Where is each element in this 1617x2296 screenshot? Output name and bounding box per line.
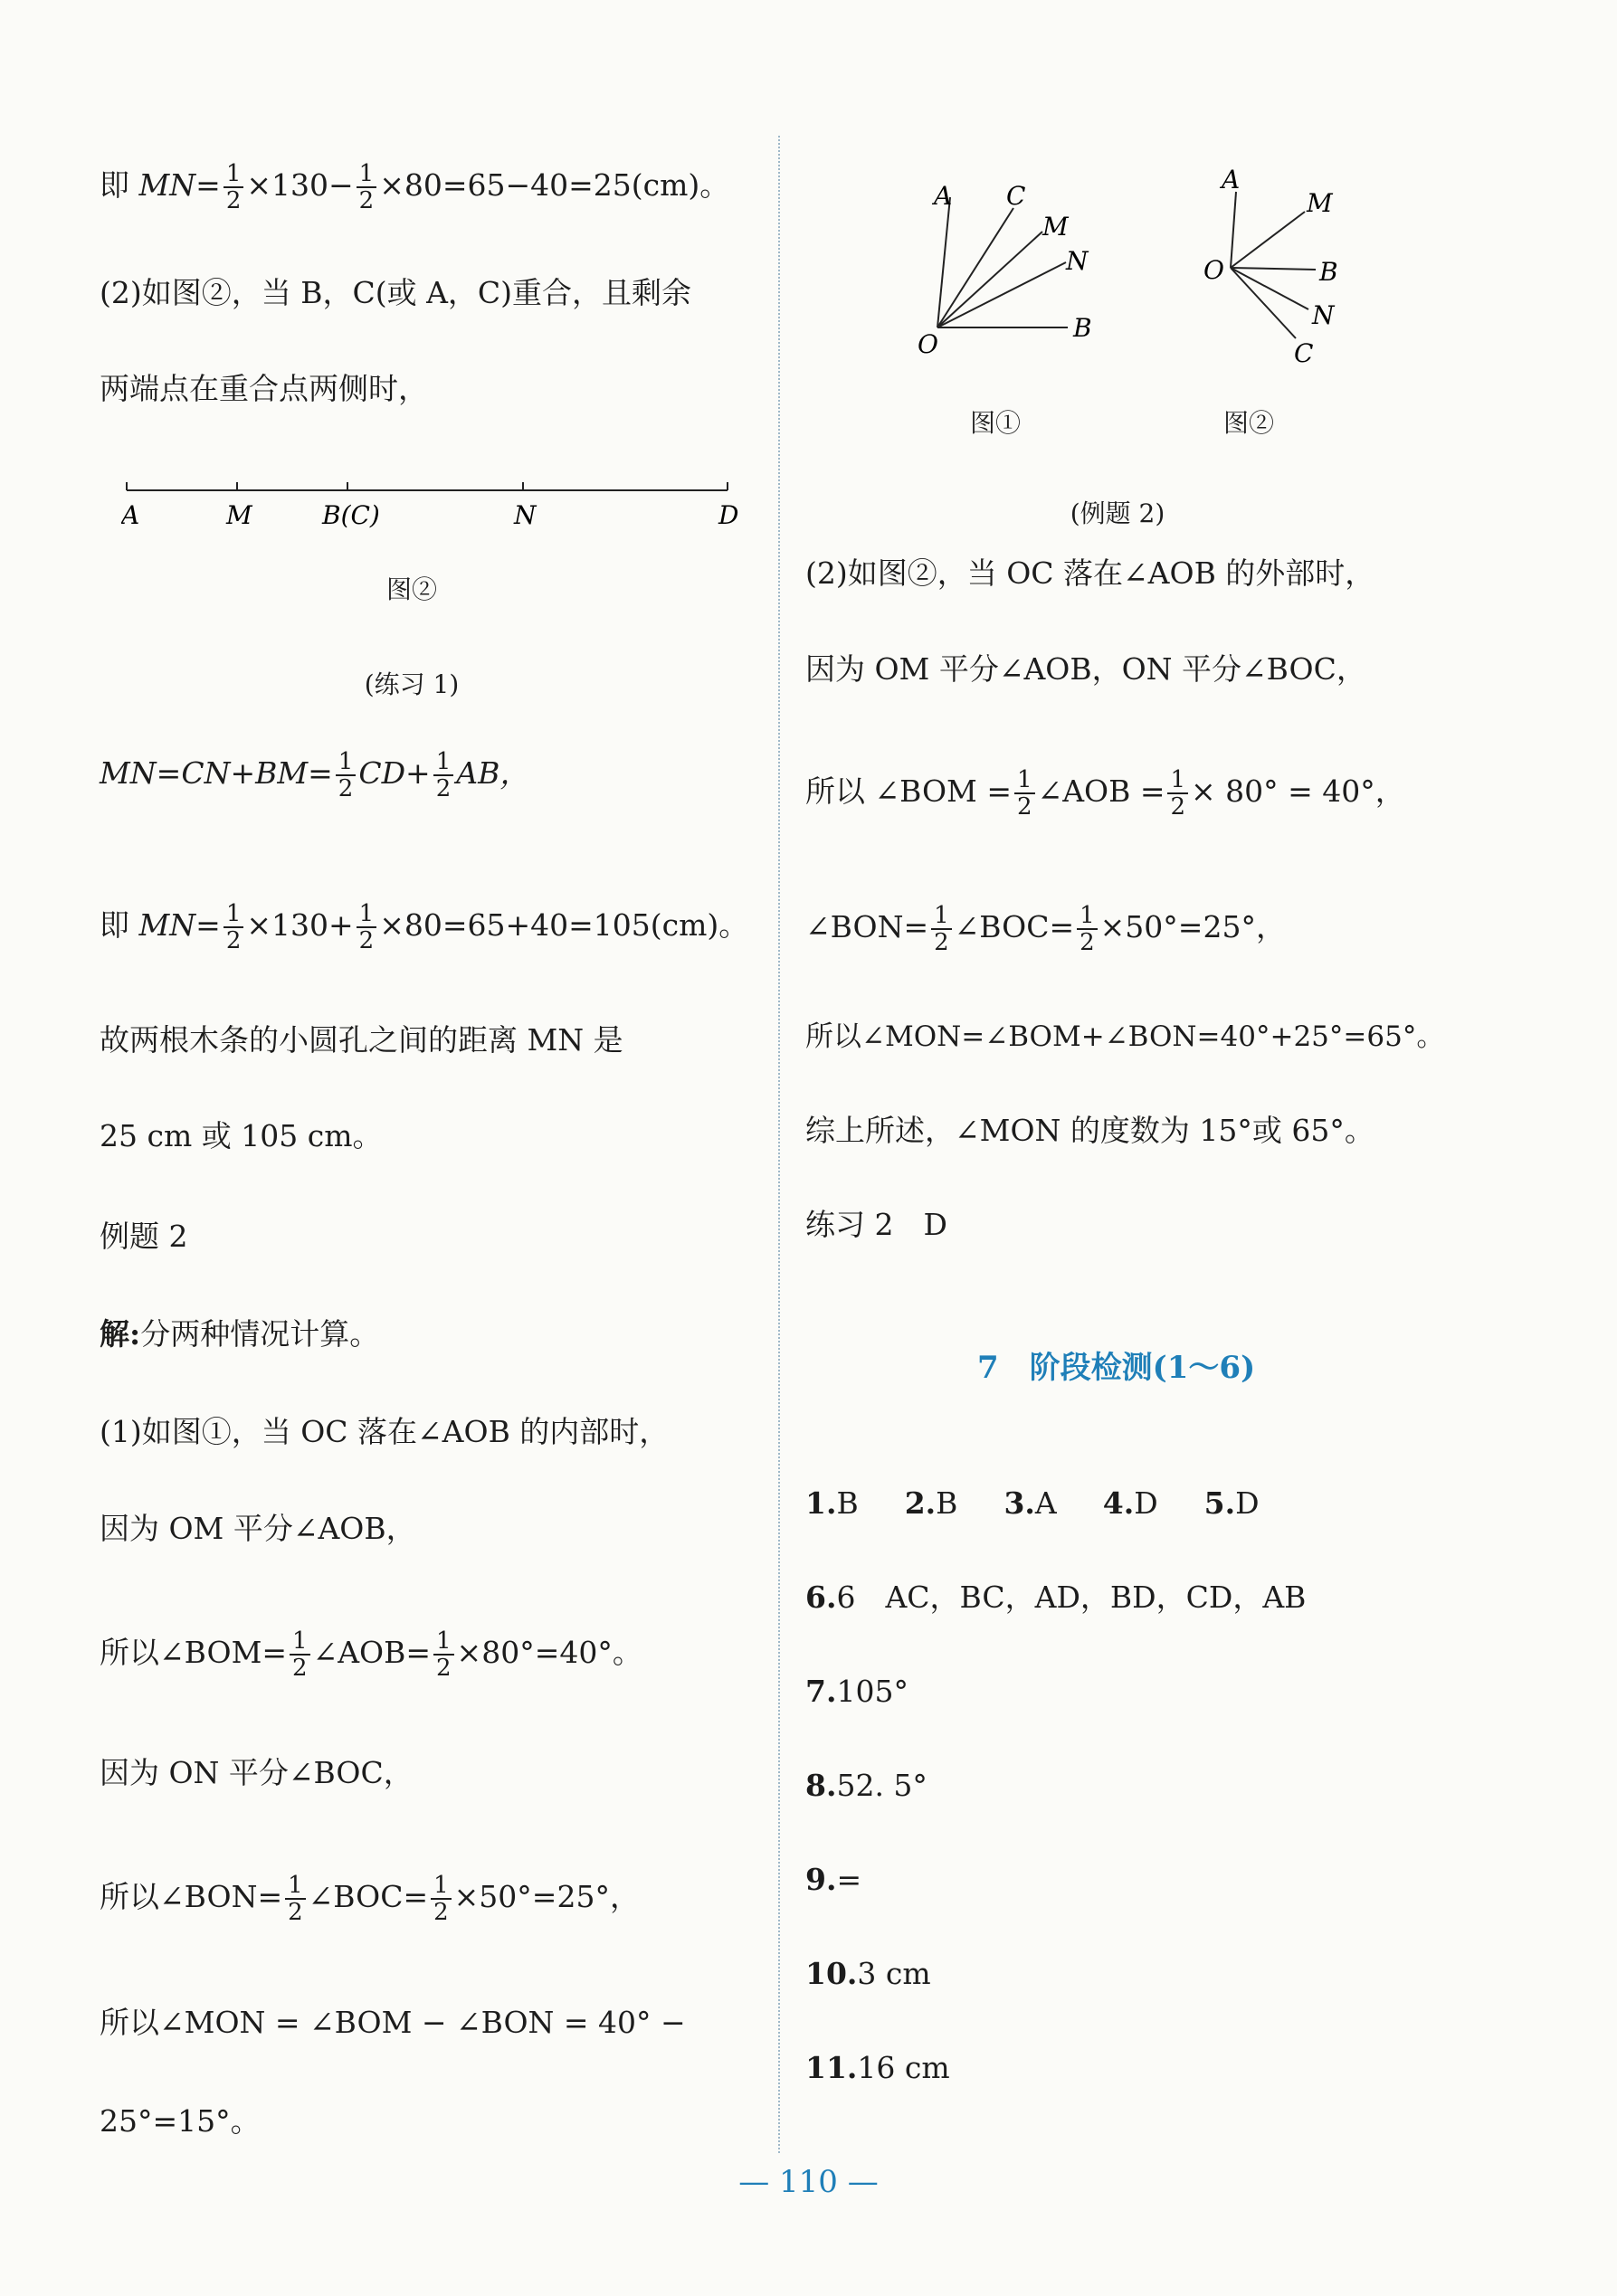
equation-bon: ∠BON= $\frac{1}{2}$ ∠BOC= $\frac{1}{2}$ ×50°=25°， <box>805 902 1286 956</box>
fig1-label-m: M <box>1042 212 1069 242</box>
label-a: A <box>121 500 140 530</box>
segment-diagram <box>121 479 746 543</box>
answer-8: 8.52. 5° <box>805 1768 927 1803</box>
fraction-half: $\frac{1}{2}$ <box>431 1873 452 1925</box>
ray-oa <box>1231 192 1236 268</box>
solution-intro: 解:分两种情况计算。 <box>100 1316 380 1352</box>
equation-mon-difference: 所以∠MON = ∠BOM − ∠BON = 40° − <box>100 2005 686 2040</box>
ray-oa <box>937 197 950 327</box>
fig1-label-c: C <box>1006 181 1026 211</box>
figure-1-caption: 图① <box>969 408 1021 438</box>
case-2-text: (2)如图②，当 B，C(或 A，C)重合，且剩余 <box>100 275 692 310</box>
example-2-caption: (例题 2) <box>1070 498 1165 528</box>
fraction-half: $\frac{1}{2}$ <box>931 903 952 955</box>
fig1-label-b: B <box>1073 313 1092 343</box>
practice-1-caption: (练习 1) <box>364 669 460 699</box>
equation-mon-result: 25°=15°。 <box>100 2103 261 2139</box>
answer-7: 7.105° <box>805 1674 908 1709</box>
fraction-half: $\frac{1}{2}$ <box>285 1873 306 1925</box>
case-1-text: (1)如图①，当 OC 落在∠AOB 的内部时， <box>100 1414 670 1449</box>
ray-oc <box>1231 268 1296 338</box>
section-heading: 7 阶段检测(1～6) <box>977 1350 1256 1386</box>
label-bc: B(C) <box>322 500 380 530</box>
fraction-half: $\frac{1}{2}$ <box>357 161 377 213</box>
fraction-half: $\frac{1}{2}$ <box>1167 767 1188 820</box>
label-d: D <box>718 500 739 530</box>
label-n: N <box>514 500 537 530</box>
page-number: — 110 — <box>738 2164 879 2200</box>
fraction-half: $\frac{1}{2}$ <box>290 1628 310 1681</box>
fraction-half: $\frac{1}{2}$ <box>433 1628 454 1681</box>
case-2-text: (2)如图②，当 OC 落在∠AOB 的外部时， <box>805 555 1375 591</box>
ray-om <box>1231 212 1305 268</box>
on-bisect-text: 因为 ON 平分∠BOC， <box>100 1755 414 1790</box>
equation-mn-add: 即 MN= $\frac{1}{2}$ ×130+ $\frac{1}{2}$ ×80=65+40=105(cm)。 <box>100 900 749 954</box>
bisect-text: 因为 OM 平分∠AOB，ON 平分∠BOC， <box>805 651 1366 687</box>
answer-6: 6.6 AC，BC，AD，BD，CD，AB <box>805 1580 1307 1615</box>
figure-2-caption: 图② <box>385 574 437 604</box>
fig2-label-c: C <box>1294 338 1314 368</box>
practice-2-answer: 练习 2 D <box>805 1207 947 1242</box>
example-2-heading: 例题 2 <box>100 1219 188 1254</box>
fig1-label-n: N <box>1066 246 1089 276</box>
angle-figure-2 <box>1185 145 1384 380</box>
conclusion-text: 故两根木条的小圆孔之间的距离 MN 是 <box>100 1022 623 1058</box>
answers-1-to-5: 1.B 2.B 3.A 4.D 5.D <box>805 1485 1260 1521</box>
fig2-label-b: B <box>1319 257 1338 287</box>
om-bisect-text: 因为 OM 平分∠AOB， <box>100 1511 416 1546</box>
answer-11: 11.16 cm <box>805 2050 950 2085</box>
fig1-label-a: A <box>934 181 953 211</box>
ray-on <box>937 262 1066 327</box>
angle-figure-1 <box>887 145 1113 362</box>
equation-mn-sum: MN=CN+BM= $\frac{1}{2}$ CD+ $\frac{1}{2}$ AB， <box>100 748 530 802</box>
case-2-text-cont: 两端点在重合点两侧时， <box>100 371 428 406</box>
label-m: M <box>226 500 252 530</box>
ray-on <box>1231 268 1308 309</box>
fig1-label-o: O <box>918 329 938 359</box>
fig2-label-n: N <box>1312 300 1335 330</box>
fraction-half: $\frac{1}{2}$ <box>357 901 377 954</box>
fraction-half: $\frac{1}{2}$ <box>1014 767 1035 820</box>
fig2-label-m: M <box>1307 188 1333 218</box>
fraction-half: $\frac{1}{2}$ <box>224 161 244 213</box>
figure-2-caption: 图② <box>1222 408 1274 438</box>
equation-mn-subtract: 即 MN= $\frac{1}{2}$ ×130− $\frac{1}{2}$ ×80=65−40=25(cm)。 <box>100 160 730 214</box>
conclusion-text-cont: 25 cm 或 105 cm。 <box>100 1118 383 1153</box>
fraction-half: $\frac{1}{2}$ <box>1077 903 1098 955</box>
fig2-label-a: A <box>1222 165 1241 194</box>
fraction-half: $\frac{1}{2}$ <box>336 749 357 802</box>
ray-ob <box>1231 268 1316 270</box>
equation-bom: 所以∠BOM= $\frac{1}{2}$ ∠AOB= $\frac{1}{2}$ ×80°=40°。 <box>100 1627 642 1682</box>
fraction-half: $\frac{1}{2}$ <box>433 749 454 802</box>
column-divider <box>778 136 780 2153</box>
equation-mon-sum: 所以∠MON=∠BOM+∠BON=40°+25°=65°。 <box>805 1020 1445 1053</box>
equation-bom: 所以 ∠BOM = $\frac{1}{2}$ ∠AOB = $\frac{1}{2}$ × 80° = 40°， <box>805 766 1405 821</box>
fraction-half: $\frac{1}{2}$ <box>224 901 244 954</box>
answer-10: 10.3 cm <box>805 1956 931 1991</box>
answer-9: 9.= <box>805 1862 862 1897</box>
equation-bon: 所以∠BON= $\frac{1}{2}$ ∠BOC= $\frac{1}{2}$ ×50°=25°， <box>100 1872 640 1926</box>
fig2-label-o: O <box>1203 255 1224 285</box>
summary-text: 综上所述，∠MON 的度数为 15°或 65°。 <box>805 1113 1374 1148</box>
